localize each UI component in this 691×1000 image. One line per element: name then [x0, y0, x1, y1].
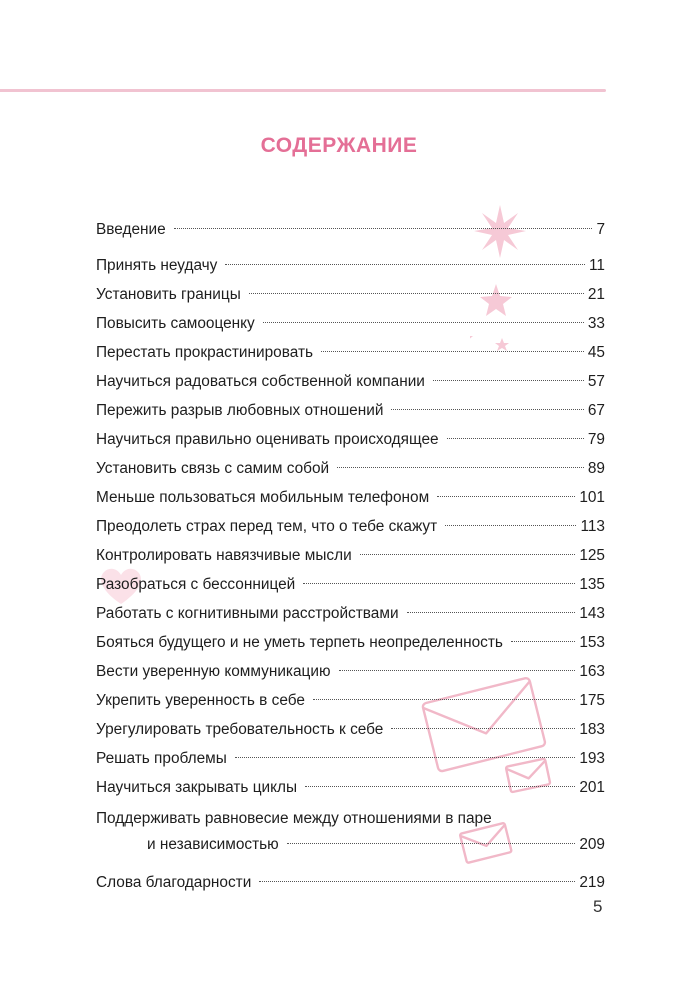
toc-entry[interactable] [96, 773, 605, 802]
toc-entry-page: 113 [580, 518, 605, 535]
toc-entry[interactable] [96, 686, 605, 715]
toc-entry-page: 219 [579, 874, 605, 891]
dot-leader [437, 496, 575, 497]
toc-entry-page: 79 [587, 431, 605, 448]
dot-leader [447, 438, 584, 439]
dot-leader [287, 843, 576, 844]
toc-entry-page: 163 [579, 663, 605, 680]
toc-entry-page: 183 [579, 721, 605, 738]
toc-entry-page: 153 [579, 634, 605, 651]
dot-leader [305, 786, 575, 787]
toc-entry-label: Установить границы [96, 286, 241, 303]
dot-leader [235, 757, 575, 758]
toc-entry-page: 7 [596, 221, 605, 238]
toc-entry[interactable] [96, 367, 605, 396]
dot-leader [391, 409, 583, 410]
toc-entry-page: 175 [579, 692, 605, 709]
dot-leader [433, 380, 584, 381]
dot-leader [339, 670, 576, 671]
toc-entry-page: 209 [579, 836, 605, 853]
toc-entry-page: 11 [589, 257, 605, 274]
toc-entry-page: 57 [587, 373, 605, 390]
dot-leader [337, 467, 584, 468]
toc-entry[interactable] [96, 215, 605, 244]
toc-entry-page: 89 [587, 460, 605, 477]
toc-entry-label: Перестать прокрастинировать [96, 344, 314, 361]
toc-entry-page: 33 [587, 315, 605, 332]
toc-entry-label: Контролировать навязчивые мысли [96, 547, 352, 564]
toc-entry[interactable] [96, 309, 605, 338]
toc-entry-label: Поддерживать равновесие между отношениями в паре [96, 810, 492, 827]
toc-entry-label: Научиться радоваться собственной компании [96, 373, 425, 390]
top-divider [0, 89, 606, 92]
toc-entry-label: Пережить разрыв любовных отношений [96, 402, 384, 419]
table-of-contents [96, 215, 605, 897]
toc-entry[interactable] [96, 280, 605, 309]
dot-leader [321, 351, 584, 352]
dot-leader [445, 525, 576, 526]
toc-entry[interactable] [96, 454, 605, 483]
toc-entry-label: Меньше пользоваться мобильным телефоном [96, 489, 430, 506]
toc-entry[interactable] [96, 599, 605, 628]
toc-entry[interactable] [96, 806, 605, 858]
toc-entry-label: Вести уверенную коммуникацию [96, 663, 331, 680]
toc-entry-label: Разобраться с бессонницей [96, 576, 296, 593]
page-title: СОДЕРЖАНИЕ [260, 134, 418, 157]
dot-leader [249, 293, 584, 294]
toc-entry-label: Бояться будущего и не уметь терпеть неопределенность [96, 634, 503, 651]
toc-entry[interactable] [96, 628, 605, 657]
toc-entry[interactable] [96, 251, 605, 280]
toc-entry-label: Установить связь с самим собой [96, 460, 330, 477]
toc-entry[interactable] [96, 425, 605, 454]
dot-leader [360, 554, 576, 555]
dot-leader [225, 264, 585, 265]
dot-leader [391, 728, 575, 729]
dot-leader [407, 612, 576, 613]
toc-entry-label: Слова благодарности [96, 874, 252, 891]
toc-entry[interactable] [96, 338, 605, 367]
dot-leader [303, 583, 575, 584]
toc-entry[interactable] [96, 715, 605, 744]
dot-leader [174, 228, 593, 229]
toc-entry-page: 125 [579, 547, 605, 564]
toc-entry[interactable] [96, 396, 605, 425]
dot-leader [263, 322, 584, 323]
toc-entry-label-continued: и независимостью [147, 836, 279, 853]
toc-entry-page: 201 [579, 779, 605, 796]
toc-entry-label: Принять неудачу [96, 257, 218, 274]
toc-entry-label: Преодолеть страх перед тем, что о тебе скажут [96, 518, 438, 535]
dot-leader [313, 699, 575, 700]
dot-leader [259, 881, 575, 882]
toc-entry-page: 135 [579, 576, 605, 593]
toc-entry-label: Научиться правильно оценивать происходящее [96, 431, 439, 448]
toc-entry-label: Урегулировать требовательность к себе [96, 721, 384, 738]
toc-entry-label: Укрепить уверенность в себе [96, 692, 305, 709]
toc-entry[interactable] [96, 657, 605, 686]
toc-entry-page: 193 [579, 750, 605, 767]
toc-entry-label: Научиться закрывать циклы [96, 779, 298, 796]
toc-entry[interactable] [96, 541, 605, 570]
toc-entry-page: 45 [587, 344, 605, 361]
toc-entry-page: 143 [579, 605, 605, 622]
toc-entry-label: Работать с когнитивными расстройствами [96, 605, 399, 622]
toc-entry[interactable] [96, 868, 605, 897]
toc-entry-page: 101 [579, 489, 605, 506]
toc-entry-label: Повысить самооценку [96, 315, 255, 332]
toc-entry[interactable] [96, 570, 605, 599]
dot-leader [511, 641, 575, 642]
toc-entry[interactable] [96, 512, 605, 541]
toc-entry[interactable] [96, 483, 605, 512]
toc-entry-label: Решать проблемы [96, 750, 227, 767]
toc-entry-page: 21 [587, 286, 605, 303]
toc-entry-label: Введение [96, 221, 166, 238]
toc-entry-page: 67 [587, 402, 605, 419]
toc-entry[interactable] [96, 744, 605, 773]
page-number: 5 [593, 897, 603, 916]
